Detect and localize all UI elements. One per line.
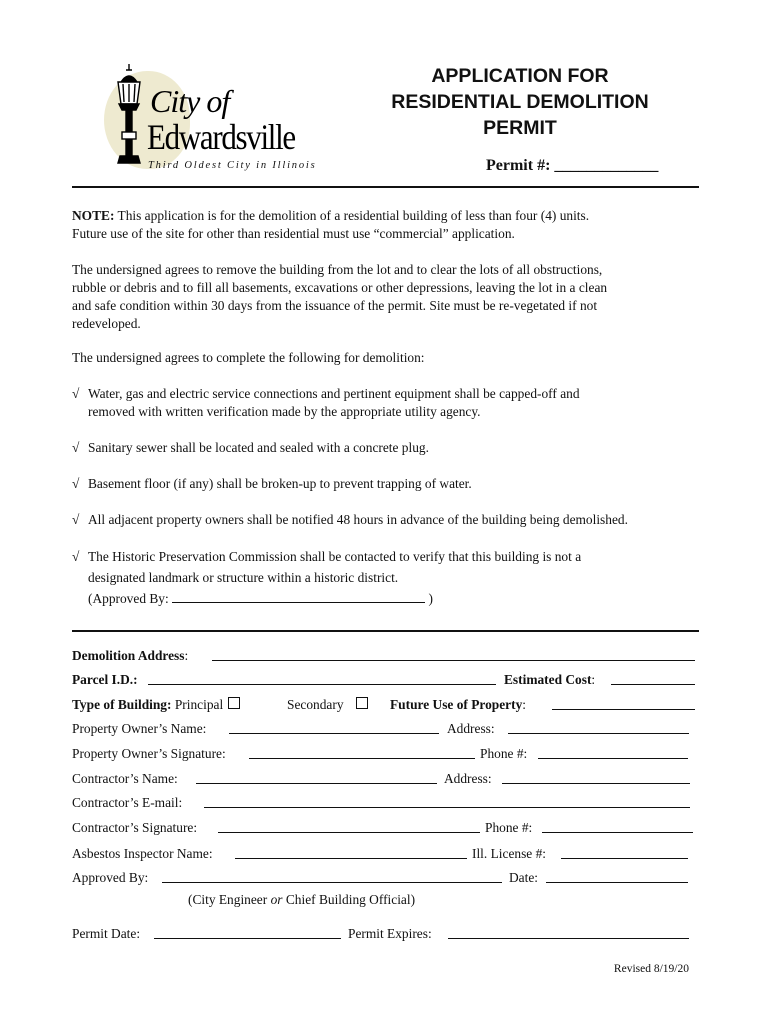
permit-expires-label: Permit Expires: — [348, 926, 432, 941]
title-line-2: RESIDENTIAL DEMOLITION — [391, 91, 649, 113]
parcel-id-row — [72, 671, 138, 689]
approved-by-line[interactable] — [162, 869, 502, 883]
agreement-line-3: and safe condition within 30 days from the issuance of the permit. Site must be re-vegetated if not — [72, 298, 598, 313]
permit-date-label: Permit Date: — [72, 926, 141, 941]
note-line-2: Future use of the site for other than residential must use “commercial” application. — [72, 226, 515, 241]
principal-checkbox[interactable] — [228, 697, 240, 709]
logo-name-text: Edwardsville — [147, 117, 295, 157]
checklist-item — [72, 385, 580, 421]
agreement-line-2: rubble or debris and to fill all basements, excavations or other depressions, leaving the lot in a clean — [72, 280, 608, 295]
contractor-phone-label: Phone #: — [485, 820, 533, 835]
contractor-email-label: Contractor’s E-mail: — [72, 795, 183, 810]
item-5-line-2: designated landmark or structure within a historic district. — [88, 570, 399, 585]
approval-date-line[interactable] — [546, 869, 688, 883]
contractor-address-line[interactable] — [502, 770, 690, 784]
secondary-checkbox[interactable] — [356, 697, 368, 709]
owner-address-label: Address: — [447, 721, 495, 736]
item-1-line-2: removed with written verification made by the appropriate utility agency. — [88, 404, 481, 419]
colon-text: : — [184, 648, 189, 663]
permit-date-line[interactable] — [154, 925, 341, 939]
revision-date: Revised 8/19/20 — [613, 963, 689, 975]
owner-phone-line[interactable] — [538, 745, 688, 759]
item-4-text: All adjacent property owners shall be notified 48 hours in advance of the building being demolished. — [88, 512, 628, 527]
hpc-approved-close: ) — [428, 591, 433, 606]
check-mark-icon: √ — [72, 512, 80, 527]
check-mark-icon: √ — [72, 549, 80, 564]
owner-signature-label: Property Owner’s Signature: — [72, 746, 226, 761]
section-divider — [72, 630, 699, 632]
estimated-cost-line[interactable] — [611, 671, 695, 685]
contractor-signature-line[interactable] — [218, 819, 480, 833]
future-use-line[interactable] — [552, 696, 695, 710]
demolition-address-label: Demolition Address — [72, 648, 185, 663]
demolition-address-line[interactable] — [212, 647, 695, 661]
permit-number-label: Permit #: — [486, 157, 551, 174]
item-2-text: Sanitary sewer shall be located and sealed with a concrete plug. — [88, 440, 429, 455]
parcel-id-label: Parcel I.D.: — [72, 672, 138, 687]
note-label: NOTE: — [72, 208, 115, 223]
title-line-1: APPLICATION FOR — [431, 65, 609, 87]
owner-address-line[interactable] — [508, 720, 689, 734]
agreement-paragraph — [72, 261, 607, 333]
permit-number-blank: _____________ — [554, 157, 659, 174]
type-of-building-row — [72, 696, 240, 714]
hpc-approved-by-label: (Approved By: — [88, 591, 169, 606]
colon-text: : — [522, 697, 526, 712]
permit-expires-line[interactable] — [448, 925, 689, 939]
contractor-address-label: Address: — [444, 771, 492, 786]
owner-phone-label: Phone #: — [480, 746, 528, 761]
checklist-item — [72, 439, 429, 457]
note-paragraph — [72, 207, 589, 243]
approver-note — [188, 891, 415, 909]
checklist-item — [72, 511, 628, 529]
contractor-name-line[interactable] — [196, 770, 437, 784]
document-title — [350, 63, 690, 141]
item-3-text: Basement floor (if any) shall be broken-up to prevent trapping of water. — [88, 476, 472, 491]
check-mark-icon: √ — [72, 440, 80, 455]
owner-name-line[interactable] — [229, 720, 439, 734]
future-use-label: Future Use of Property — [390, 697, 523, 712]
permit-number-field[interactable] — [486, 157, 658, 175]
note-line-1: This application is for the demolition of a residential building of less than four (4) units. — [117, 208, 590, 223]
contractor-name-label: Contractor’s Name: — [72, 771, 178, 786]
parcel-id-line[interactable] — [148, 671, 496, 685]
secondary-label: Secondary — [287, 697, 344, 712]
license-label: Ill. License #: — [472, 846, 546, 861]
type-of-building-label: Type of Building: — [72, 697, 172, 712]
estimated-cost-label: Estimated Cost — [504, 672, 592, 687]
contractor-phone-line[interactable] — [542, 819, 693, 833]
approver-note-start: (City Engineer — [188, 892, 268, 907]
contractor-email-line[interactable] — [204, 794, 690, 808]
check-mark-icon: √ — [72, 476, 80, 491]
approver-note-or: or — [270, 892, 283, 907]
asbestos-inspector-line[interactable] — [235, 845, 467, 859]
checklist-item — [72, 546, 581, 609]
agreement-line-4: redeveloped. — [72, 316, 141, 331]
logo-city-text: City of — [150, 83, 230, 119]
license-line[interactable] — [561, 845, 688, 859]
requirements-intro: The undersigned agrees to complete the following for demolition: — [72, 350, 425, 365]
approval-date-label: Date: — [509, 870, 538, 885]
title-line-3: PERMIT — [483, 117, 557, 139]
hpc-approval-field[interactable] — [72, 588, 581, 609]
approved-by-label: Approved By: — [72, 870, 149, 885]
future-use-label-wrap — [390, 696, 526, 714]
owner-signature-line[interactable] — [249, 745, 475, 759]
check-mark-icon: √ — [72, 386, 80, 401]
city-logo — [98, 55, 323, 180]
item-5-line-1: The Historic Preservation Commission shall be contacted to verify that this building is not a — [88, 549, 582, 564]
approver-note-end: Chief Building Official) — [285, 892, 416, 907]
agreement-line-1: The undersigned agrees to remove the building from the lot and to clear the lots of all obstructions, — [72, 262, 603, 277]
colon-text: : — [591, 672, 596, 687]
checklist-item — [72, 475, 472, 493]
owner-name-label: Property Owner’s Name: — [72, 721, 207, 736]
principal-label: Principal — [174, 697, 224, 712]
item-1-line-1: Water, gas and electric service connections and pertinent equipment shall be capped-off and — [88, 386, 580, 401]
contractor-signature-label: Contractor’s Signature: — [72, 820, 198, 835]
header-divider — [72, 186, 699, 188]
estimated-cost-label-wrap — [504, 671, 595, 689]
hpc-approved-by-line[interactable] — [172, 589, 425, 603]
logo-tagline: Third Oldest City in Illinois — [148, 160, 317, 171]
secondary-option — [287, 696, 368, 714]
demolition-address-row — [72, 647, 188, 665]
asbestos-inspector-label: Asbestos Inspector Name: — [72, 846, 213, 861]
